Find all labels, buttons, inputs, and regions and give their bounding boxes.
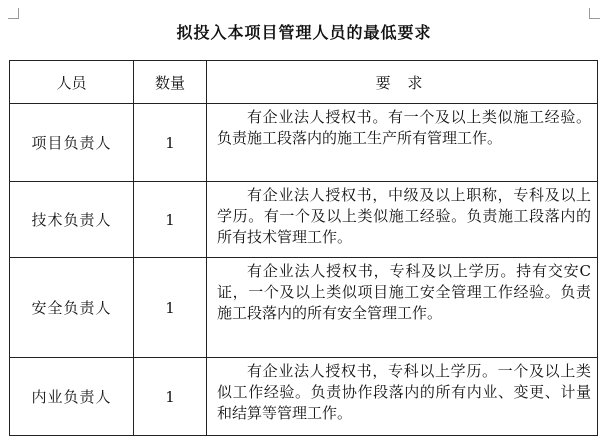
table-row — [10, 358, 598, 436]
table-header-row — [10, 61, 598, 104]
role-cell: 安全负责人 — [10, 258, 134, 358]
document-title: 拟投入本项目管理人员的最低要求 — [176, 23, 432, 42]
header-role: 人员 — [10, 61, 134, 104]
requirements-cell: 有企业法人授权书。有一个及以上类似施工经验。负责施工段落内的施工生产所有管理工作。 — [207, 104, 598, 182]
personnel-requirements-table — [9, 60, 598, 436]
role-cell: 技术负责人 — [10, 182, 134, 258]
page-corner-mark-top-left — [8, 8, 19, 19]
header-requirements: 要 求 — [207, 61, 598, 104]
role-cell: 项目负责人 — [10, 104, 134, 182]
header-quantity: 数量 — [134, 61, 207, 104]
page-corner-mark-top-right — [589, 8, 600, 19]
requirements-cell: 有企业法人授权书，中级及以上职称，专科及以上学历。有一个及以上类似施工经验。负责施工段落内的所有技术管理工作。 — [207, 182, 598, 258]
requirements-cell: 有企业法人授权书，专科及以上学历。持有交安C证，一个及以上类似项目施工安全管理工作经验。负责施工段落内的所有安全管理工作。 — [207, 258, 598, 358]
table-row — [10, 104, 598, 182]
role-cell: 内业负责人 — [10, 358, 134, 436]
quantity-cell: 1 — [134, 104, 207, 182]
table-row — [10, 182, 598, 258]
quantity-cell: 1 — [134, 258, 207, 358]
requirements-cell: 有企业法人授权书，专科以上学历。一个及以上类似工作经验。负责协作段落内的所有内业、变更、计量和结算等管理工作。 — [207, 358, 598, 436]
quantity-cell: 1 — [134, 182, 207, 258]
quantity-cell: 1 — [134, 358, 207, 436]
table-row — [10, 258, 598, 358]
